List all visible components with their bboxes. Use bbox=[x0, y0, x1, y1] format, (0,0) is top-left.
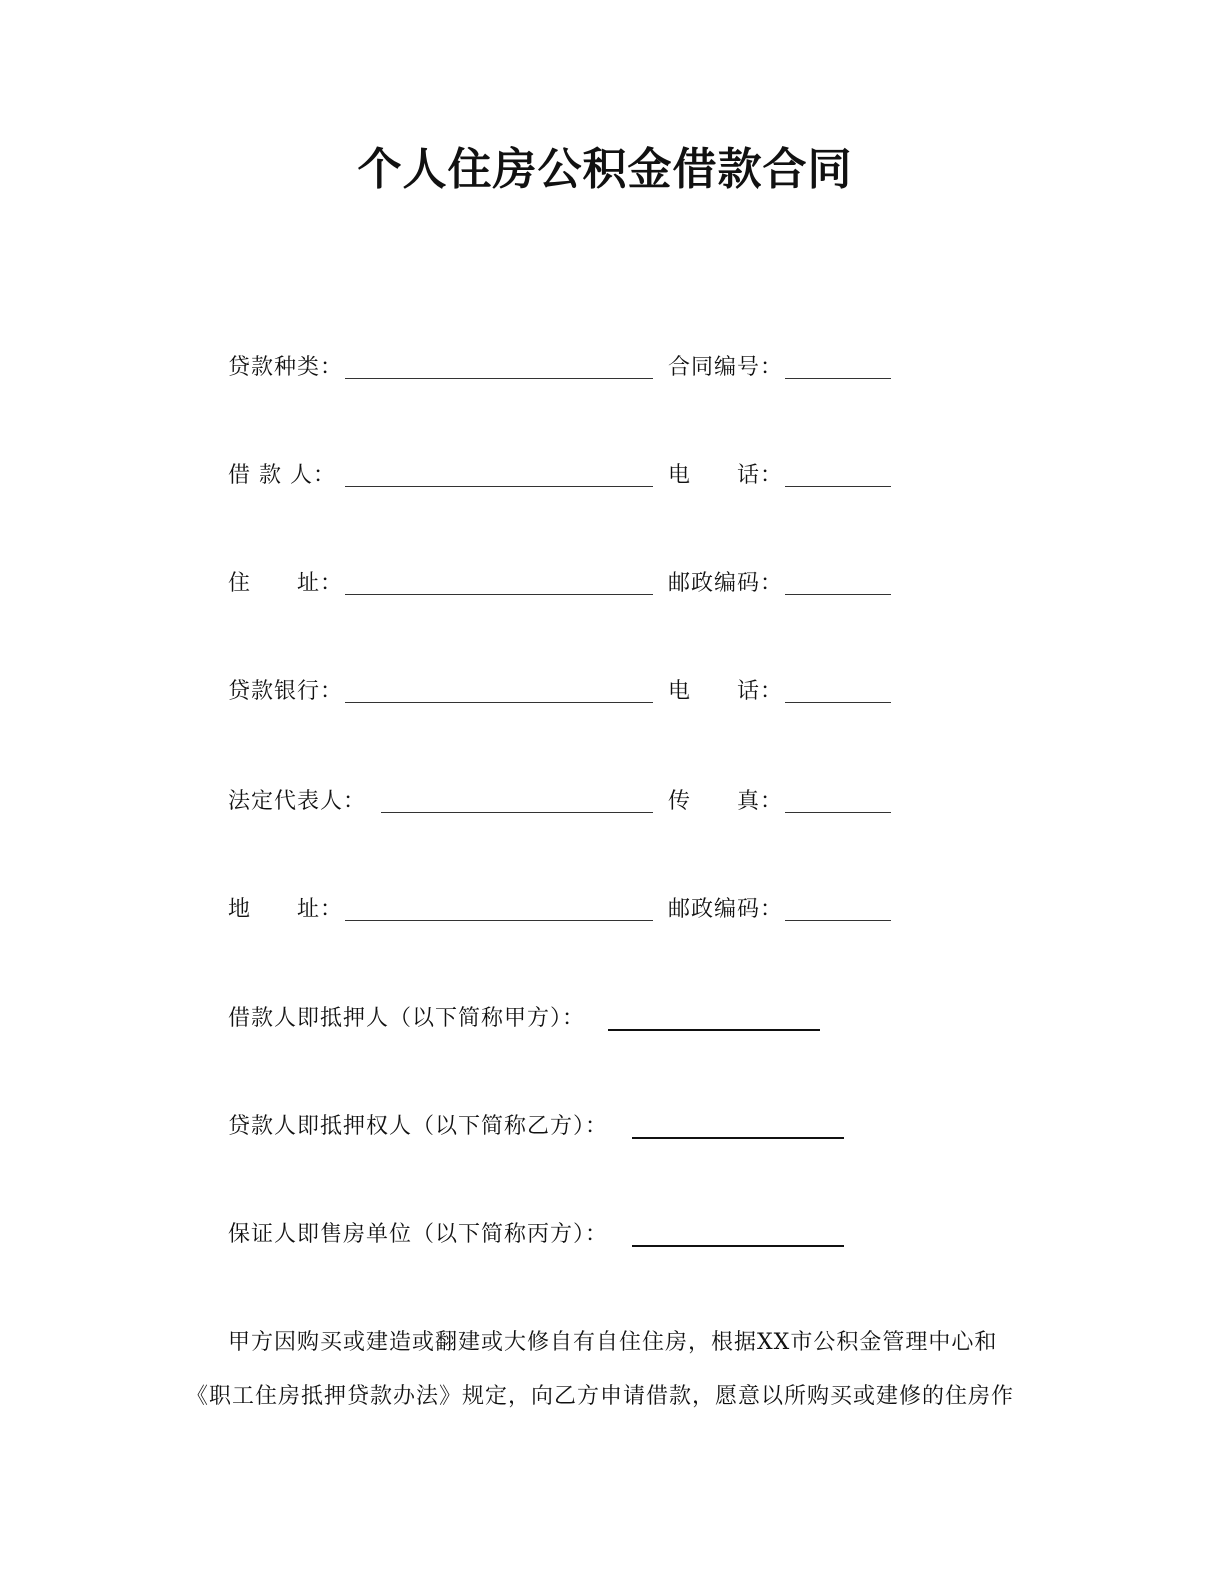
bank-postcode-label: 邮政编码： bbox=[668, 897, 784, 922]
contract-number-blank[interactable] bbox=[785, 350, 891, 379]
borrower-phone-label: 电 话： bbox=[668, 463, 784, 488]
borrower-address-blank[interactable] bbox=[345, 566, 653, 595]
party-b-label: 贷款人即抵押权人（以下简称乙方）： bbox=[228, 1114, 609, 1139]
loan-type-field bbox=[228, 350, 658, 386]
legal-representative-blank[interactable] bbox=[381, 784, 653, 813]
bank-phone-blank[interactable] bbox=[785, 674, 891, 703]
borrower-postcode-blank[interactable] bbox=[785, 566, 891, 595]
borrower-address-field bbox=[228, 566, 658, 602]
bank-phone-field bbox=[668, 674, 894, 710]
legal-representative-label: 法定代表人： bbox=[228, 789, 367, 814]
party-c-field bbox=[228, 1217, 848, 1253]
loan-type-blank[interactable] bbox=[345, 350, 653, 379]
document-title: 个人住房公积金借款合同 bbox=[357, 144, 853, 195]
party-a-label: 借款人即抵押人（以下简称甲方）： bbox=[228, 1006, 586, 1031]
party-a-blank[interactable] bbox=[608, 1001, 820, 1031]
borrower-blank[interactable] bbox=[345, 458, 653, 487]
lending-bank-label: 贷款银行： bbox=[228, 679, 344, 704]
lending-bank-blank[interactable] bbox=[345, 674, 653, 703]
borrower-postcode-label: 邮政编码： bbox=[668, 571, 784, 596]
bank-address-blank[interactable] bbox=[345, 892, 653, 921]
contract-number-label: 合同编号： bbox=[668, 355, 784, 380]
bank-postcode-field bbox=[668, 892, 894, 928]
bank-phone-label: 电 话： bbox=[668, 679, 784, 704]
paragraph-line-1: 甲方因购买或建造或翻建或大修自有自住住房，根据XX市公积金管理中心和 bbox=[228, 1330, 998, 1355]
loan-type-label: 贷款种类： bbox=[228, 355, 344, 380]
borrower-postcode-field bbox=[668, 566, 894, 602]
fax-field bbox=[668, 784, 894, 820]
borrower-label: 借 款 人： bbox=[228, 463, 336, 488]
fax-blank[interactable] bbox=[785, 784, 891, 813]
party-b-field bbox=[228, 1109, 848, 1145]
fax-label: 传 真： bbox=[668, 789, 784, 814]
party-c-blank[interactable] bbox=[632, 1217, 844, 1247]
party-c-label: 保证人即售房单位（以下简称丙方）： bbox=[228, 1222, 609, 1247]
bank-postcode-blank[interactable] bbox=[785, 892, 891, 921]
bank-address-field bbox=[228, 892, 658, 928]
legal-representative-field bbox=[228, 784, 658, 820]
borrower-phone-blank[interactable] bbox=[785, 458, 891, 487]
borrower-phone-field bbox=[668, 458, 894, 494]
lending-bank-field bbox=[228, 674, 658, 710]
party-a-field bbox=[228, 1001, 828, 1037]
paragraph-line-2: 《职工住房抵押贷款办法》规定，向乙方申请借款，愿意以所购买或建修的住房作 bbox=[186, 1384, 1015, 1409]
party-b-blank[interactable] bbox=[632, 1109, 844, 1139]
borrower-field bbox=[228, 458, 658, 494]
contract-number-field bbox=[668, 350, 894, 386]
borrower-address-label: 住 址： bbox=[228, 571, 344, 596]
bank-address-label: 地 址： bbox=[228, 897, 344, 922]
